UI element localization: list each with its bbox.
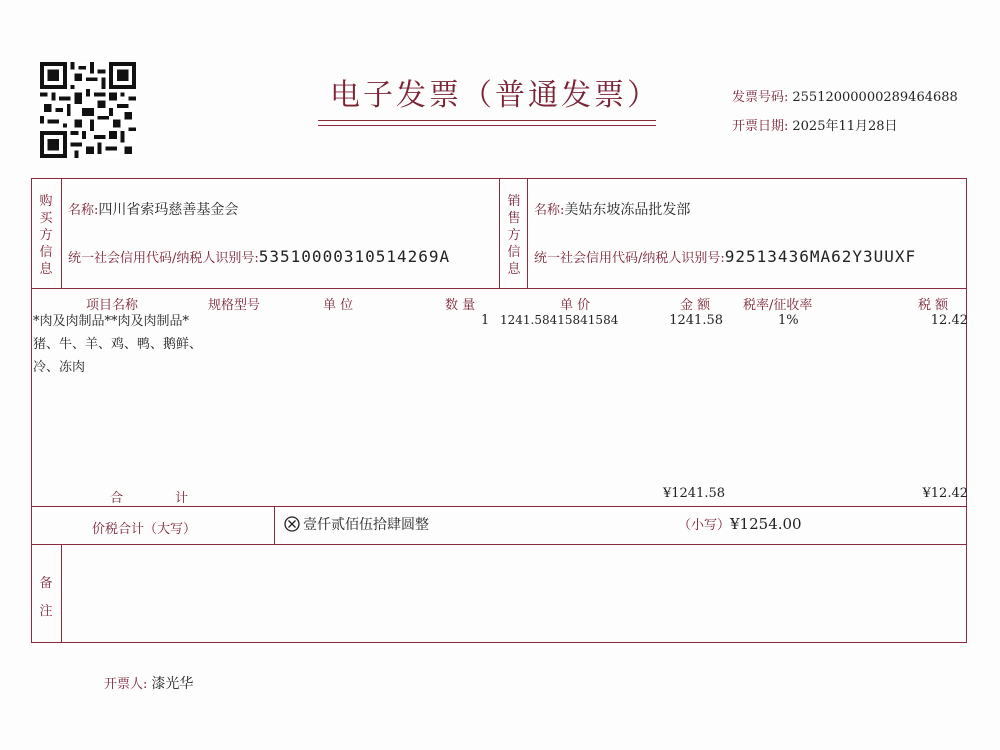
item-quantity: 1 xyxy=(481,313,490,328)
item-amount: 1241.58 xyxy=(669,313,723,328)
total-amount: ¥1241.58 xyxy=(662,486,725,501)
buyer-tax-id-row xyxy=(68,247,450,266)
header-quantity: 数 量 xyxy=(445,298,476,313)
header-unit: 单 位 xyxy=(323,298,354,313)
buyer-name-label: 名称: xyxy=(68,203,99,218)
divider xyxy=(31,288,967,289)
header-amount: 金 额 xyxy=(680,298,711,313)
seller-name-label: 名称: xyxy=(534,203,565,218)
buyer-name: 四川省索玛慈善基金会 xyxy=(98,202,239,218)
header-spec: 规格型号 xyxy=(208,298,261,313)
issuer-row xyxy=(104,673,193,693)
issuer-name: 漆光华 xyxy=(151,676,194,692)
seller-name-row xyxy=(534,199,690,219)
remarks-label: 备注 xyxy=(39,576,53,619)
title-underline xyxy=(318,120,656,121)
header-unit-price: 单 价 xyxy=(560,298,591,313)
seller-tax-id: 92513436MA62Y3UUXF xyxy=(724,247,917,266)
buyer-tax-id-label: 统一社会信用代码/纳税人识别号: xyxy=(68,251,259,266)
grand-total-words-row xyxy=(284,514,429,534)
divider xyxy=(61,544,62,643)
invoice-number-label: 发票号码: xyxy=(732,90,789,105)
invoice-number-row xyxy=(732,86,958,105)
circled-x-icon xyxy=(284,516,300,532)
item-unit-price: 1241.58415841584 xyxy=(500,313,619,327)
grand-total-in-words: 壹仟贰佰伍拾肆圆整 xyxy=(303,517,429,533)
seller-tax-id-row xyxy=(534,247,916,266)
item-tax: 12.42 xyxy=(930,313,968,328)
buyer-tax-id: 53510000310514269A xyxy=(258,247,451,266)
header-tax: 税 额 xyxy=(918,298,949,313)
header-item-name: 项目名称 xyxy=(86,298,139,313)
divider xyxy=(31,506,967,507)
header-tax-rate: 税率/征收率 xyxy=(743,298,813,313)
grand-total-small-label: （小写） xyxy=(678,518,731,533)
invoice-title: 电子发票（普通发票） xyxy=(330,78,660,113)
divider xyxy=(31,544,967,545)
grand-total-figures-row xyxy=(678,514,802,533)
divider xyxy=(527,178,528,288)
qr-code xyxy=(40,62,136,158)
total-label: 合 计 xyxy=(110,491,189,506)
grand-total-label: 价税合计（大写） xyxy=(92,522,197,537)
buyer-section-label: 购买方信息 xyxy=(39,194,53,277)
divider xyxy=(274,506,275,544)
seller-name: 美姑东坡冻品批发部 xyxy=(564,202,691,218)
buyer-name-row xyxy=(68,199,238,219)
seller-section-label: 销售方信息 xyxy=(507,194,521,277)
seller-tax-id-label: 统一社会信用代码/纳税人识别号: xyxy=(534,251,725,266)
invoice-date-label: 开票日期: xyxy=(732,119,789,134)
invoice-date: 2025年11月28日 xyxy=(792,119,898,134)
divider xyxy=(499,178,500,288)
item-name: *肉及肉制品**肉及肉制品*猪、牛、羊、鸡、鸭、鹅鲜、冷、冻肉 xyxy=(33,314,203,375)
issuer-label: 开票人: xyxy=(104,677,148,692)
title-underline xyxy=(318,125,656,126)
invoice-date-row xyxy=(732,115,898,134)
invoice-number: 25512000000289464688 xyxy=(792,90,958,105)
grand-total-in-figures: ¥1254.00 xyxy=(730,515,802,533)
total-tax: ¥12.42 xyxy=(922,486,968,501)
divider xyxy=(61,178,62,288)
item-tax-rate: 1% xyxy=(778,313,799,328)
